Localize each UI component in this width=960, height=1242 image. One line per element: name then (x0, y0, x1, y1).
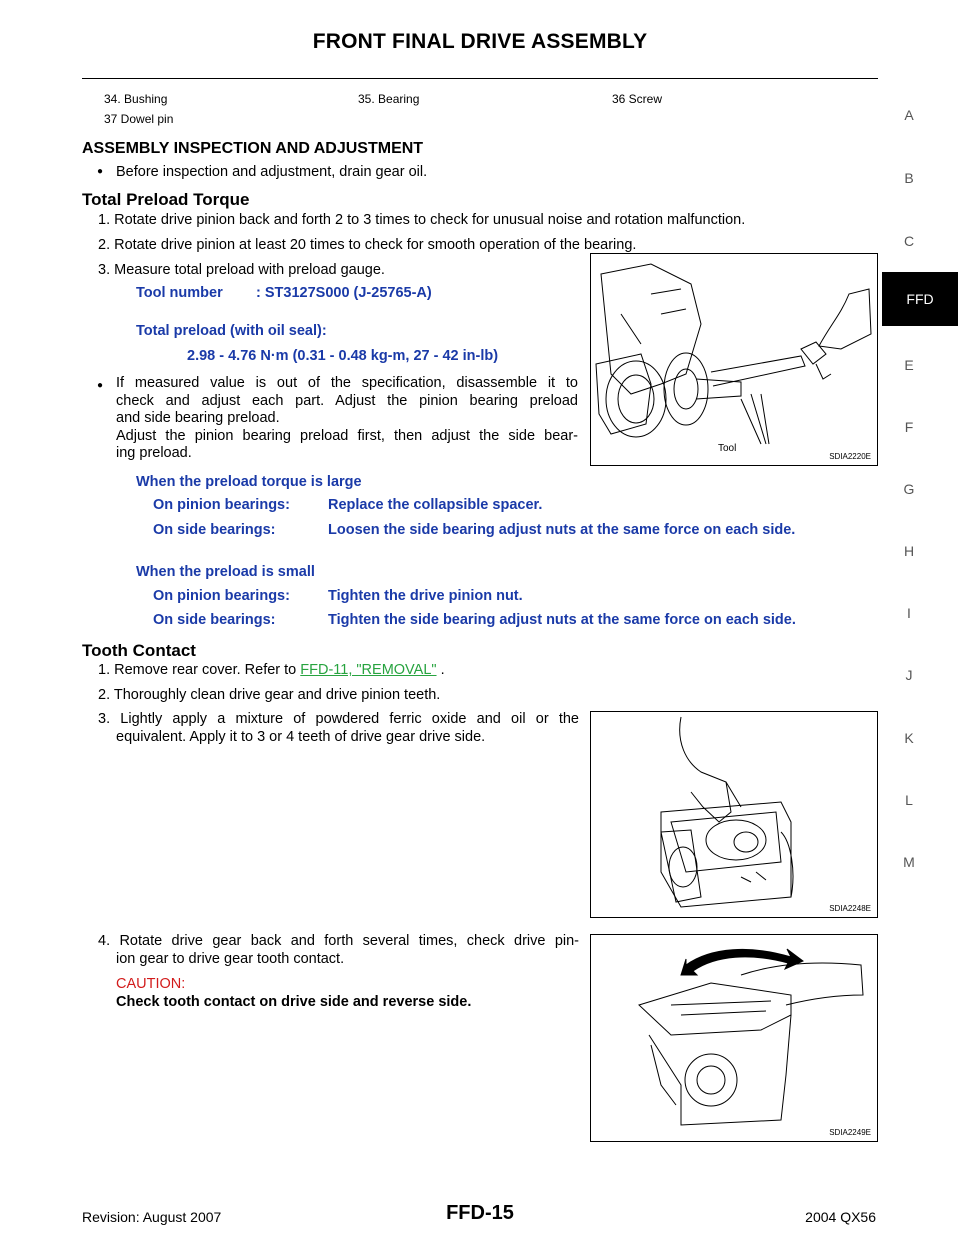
small-side-value: Tighten the side bearing adjust nuts at the same force on each side. (328, 612, 796, 628)
contact-step-4 (98, 933, 579, 968)
page-title: FRONT FINAL DRIVE ASSEMBLY (312, 30, 648, 53)
caution-label: CAUTION: (116, 976, 186, 992)
spec-out-line: ● If measured value is out of the specification, disassemble it to (116, 375, 578, 393)
legend-item: 37 Dowel pin (104, 112, 174, 126)
removal-link[interactable]: FFD-11, "REMOVAL" (300, 662, 437, 678)
figure-tool-label: Tool (718, 443, 737, 454)
tooth-contact-heading: Tooth Contact (82, 641, 196, 660)
rotate-gear-illustration (591, 935, 877, 1141)
side-index-b[interactable]: B (904, 170, 914, 186)
drain-bullet: ● Before inspection and adjustment, drain gear oil. (116, 164, 427, 180)
contact-step-3-line: equivalent. Apply it to 3 or 4 teeth of drive gear drive side. (116, 728, 486, 745)
spec-out-line: Adjust the pinion bearing preload first, then adjust the side bear- (116, 427, 578, 444)
figure-preload-gauge (590, 253, 878, 466)
figure-apply-oxide (590, 711, 878, 918)
side-index-g[interactable]: G (903, 481, 915, 497)
side-index-e[interactable]: E (904, 357, 914, 373)
large-pinion-value: Replace the collapsible spacer. (328, 497, 543, 513)
side-index-l[interactable]: L (905, 792, 913, 808)
side-index-c[interactable]: C (903, 233, 915, 249)
contact-step-1-suffix: . (440, 662, 445, 678)
small-side-label: On side bearings: (153, 612, 276, 628)
small-pinion-value: Tighten the drive pinion nut. (328, 588, 523, 604)
preload-step-3: 3. Measure total preload with preload gauge. (98, 262, 385, 278)
contact-step-2: 2. Thoroughly clean drive gear and drive pinion teeth. (98, 687, 441, 703)
contact-step-4-line: ion gear to drive gear tooth contact. (116, 950, 345, 967)
contact-step-3 (98, 711, 579, 746)
small-pinion-label: On pinion bearings: (153, 588, 290, 604)
side-index-j[interactable]: J (905, 667, 913, 683)
tool-number-label: Tool number (136, 285, 223, 301)
large-preload-heading: When the preload torque is large (136, 474, 362, 490)
small-preload-heading: When the preload is small (136, 564, 315, 580)
header-rule (82, 78, 878, 79)
side-index-f[interactable]: F (904, 419, 914, 435)
total-preload-value: 2.98 - 4.76 N·m (0.31 - 0.48 kg-m, 27 - 42 in-lb) (187, 348, 499, 364)
legend-item: 36 Screw (612, 92, 663, 106)
contact-step-4-line: 4. Rotate drive gear back and forth several times, check drive pin- (98, 933, 579, 949)
apply-oxide-illustration (591, 712, 877, 917)
large-pinion-label: On pinion bearings: (153, 497, 290, 513)
side-index-k[interactable]: K (904, 730, 914, 746)
contact-step-1 (98, 662, 445, 678)
figure-rotate-gear (590, 934, 878, 1142)
contact-step-3-line: 3. Lightly apply a mixture of powdered ferric oxide and oil or the (98, 711, 579, 727)
figure-code: SDIA2249E (829, 1128, 871, 1137)
tool-number-value: : ST3127S000 (J-25765-A) (256, 285, 432, 301)
contact-step-1-text: 1. Remove rear cover. Refer to (98, 662, 297, 678)
spec-out-line: and side bearing preload. (116, 410, 280, 426)
spec-out-line: check and adjust each part. Adjust the pinion bearing preload (116, 392, 578, 409)
legend-item: 35. Bearing (358, 92, 420, 106)
spec-out-line: ing preload. (116, 445, 192, 461)
side-index-h[interactable]: H (903, 543, 915, 559)
footer-model: 2004 QX56 (805, 1209, 876, 1225)
preload-heading: Total Preload Torque (82, 190, 250, 209)
preload-step-1: 1. Rotate drive pinion back and forth 2 to 3 times to check for unusual noise and rotation malfunction. (98, 212, 746, 228)
large-side-label: On side bearings: (153, 522, 276, 538)
caution-text: Check tooth contact on drive side and reverse side. (116, 994, 472, 1010)
large-side-value: Loosen the side bearing adjust nuts at the same force on each side. (328, 522, 796, 538)
preload-step-2: 2. Rotate drive pinion at least 20 times to check for smooth operation of the bearing. (98, 237, 637, 253)
footer-page-number: FFD-15 (446, 1202, 514, 1224)
footer-revision: Revision: August 2007 (82, 1209, 222, 1225)
figure-code: SDIA2220E (829, 452, 871, 461)
side-index-m[interactable]: M (903, 854, 915, 870)
total-preload-label: Total preload (with oil seal): (136, 323, 327, 339)
spec-out-bullet (116, 375, 578, 463)
legend-item: 34. Bushing (104, 92, 168, 106)
section-heading: ASSEMBLY INSPECTION AND ADJUSTMENT (82, 140, 424, 157)
figure-code: SDIA2248E (829, 904, 871, 913)
side-index-a[interactable]: A (904, 107, 914, 123)
side-index-ffd-active[interactable]: FFD (882, 272, 958, 326)
side-index-i[interactable]: I (907, 605, 911, 621)
preload-gauge-illustration (591, 254, 877, 465)
